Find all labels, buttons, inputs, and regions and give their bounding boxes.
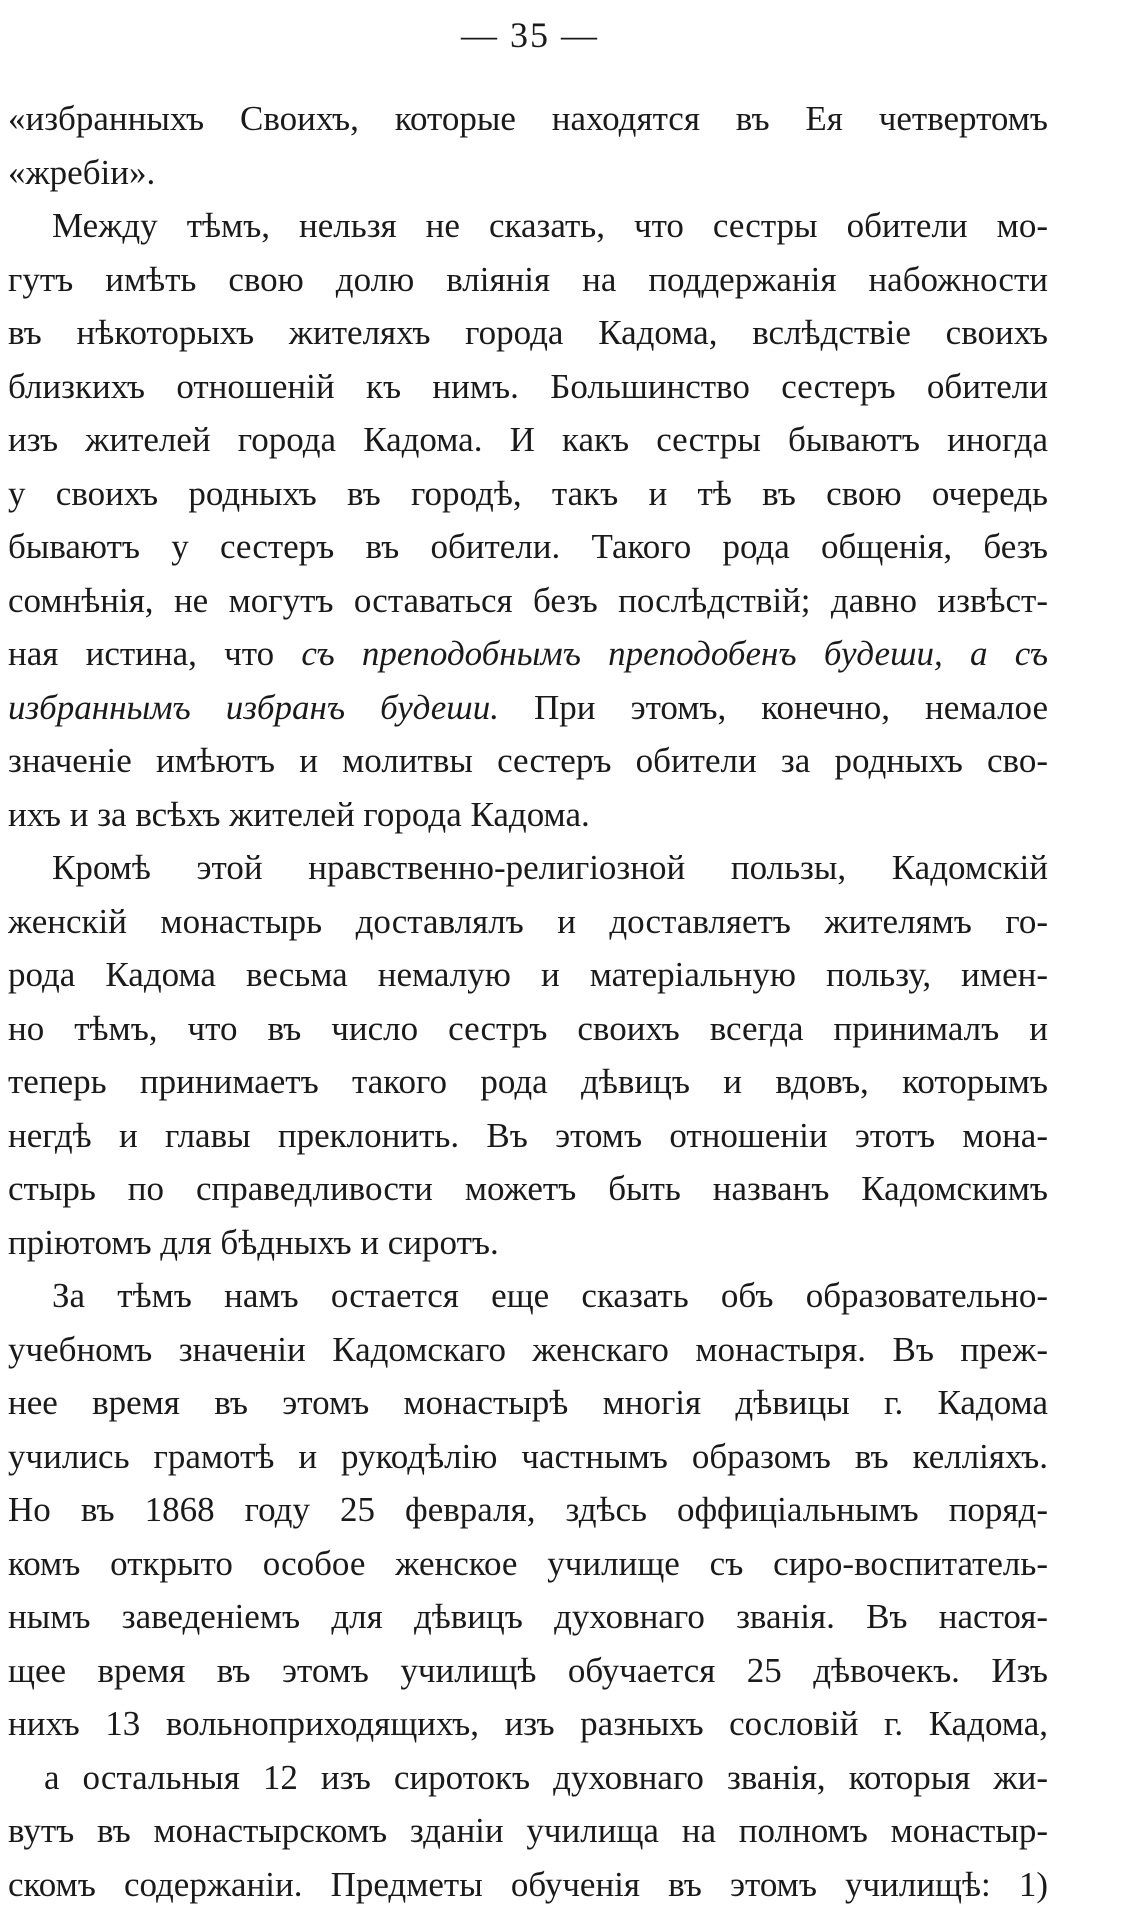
text-line: За тѣмъ намъ остается еще сказать объ образовательно- <box>8 1269 1048 1323</box>
text-line: близкихъ отношеній къ нимъ. Большинство сестеръ обители <box>8 360 1048 414</box>
text-line: бываютъ у сестеръ въ обители. Такого рода общенія, безъ <box>8 520 1048 574</box>
text-line: ихъ и за всѣхъ жителей города Кадома. <box>8 788 1048 842</box>
text-line: учились грамотѣ и рукодѣлію частнымъ образомъ въ келліяхъ. <box>8 1430 1048 1484</box>
text-line: Между тѣмъ, нельзя не сказать, что сестры обители мо- <box>8 199 1048 253</box>
text-line: въ нѣкоторыхъ жителяхъ города Кадома, вслѣдствіе своихъ <box>8 306 1048 360</box>
text-line: пріютомъ для бѣдныхъ и сиротъ. <box>8 1216 1048 1270</box>
text-line: Кромѣ этой нравственно-религіозной пользы, Кадомскій <box>8 841 1048 895</box>
text-line: нихъ 13 вольноприходящихъ, изъ разныхъ сословій г. Кадома, <box>8 1697 1048 1751</box>
text-line: щее время въ этомъ училищѣ обучается 25 дѣвочекъ. Изъ <box>8 1644 1048 1698</box>
text-line: «избранныхъ Своихъ, которые находятся въ Ея четвертомъ <box>8 92 1048 146</box>
italic-quote: съ преподобнымъ преподобенъ будеши, а съ <box>301 634 1048 673</box>
text-line: но тѣмъ, что въ число сестръ своихъ всегда принималъ и <box>8 1002 1048 1056</box>
text-line-italic-mixed: избраннымъ избранъ будеши. При этомъ, конечно, немалое <box>8 681 1048 735</box>
text-line: сомнѣнія, не могутъ оставаться безъ послѣдствій; давно извѣст- <box>8 574 1048 628</box>
text-line: вутъ въ монастырскомъ зданіи училища на полномъ монастыр- <box>8 1804 1048 1858</box>
text-line: у своихъ родныхъ въ городѣ, такъ и тѣ въ свою очередь <box>8 467 1048 521</box>
italic-quote: избраннымъ избранъ будеши. <box>8 688 499 727</box>
text-line: учебномъ значеніи Кадомскаго женскаго монастыря. Въ преж- <box>8 1323 1048 1377</box>
text-line: нее время въ этомъ монастырѣ многія дѣвицы г. Кадома <box>8 1376 1048 1430</box>
text-line: комъ открыто особое женское училище съ сиро-воспитатель- <box>8 1537 1048 1591</box>
text-line: а остальныя 12 изъ сиротокъ духовнаго званія, которыя жи- <box>8 1751 1048 1805</box>
text-line: стырь по справедливости можетъ быть названъ Кадомскимъ <box>8 1162 1048 1216</box>
text-line: теперь принимаетъ такого рода дѣвицъ и вдовъ, которымъ <box>8 1055 1048 1109</box>
text-line: нымъ заведеніемъ для дѣвицъ духовнаго званія. Въ настоя- <box>8 1590 1048 1644</box>
text-line: Но въ 1868 году 25 февраля, здѣсь оффиціальнымъ поряд- <box>8 1483 1048 1537</box>
text-line-italic-mixed: ная истина, что съ преподобнымъ преподобенъ будеши, а съ <box>8 627 1048 681</box>
text-line: «жребіи». <box>8 146 1048 200</box>
page-number: — 35 — <box>0 14 1060 56</box>
text-line: женскій монастырь доставлялъ и доставляетъ жителямъ го- <box>8 895 1048 949</box>
text-line: скомъ содержаніи. Предметы обученія въ этомъ училищѣ: 1) <box>8 1858 1048 1911</box>
text-line: гутъ имѣть свою долю вліянія на поддержанія набожности <box>8 253 1048 307</box>
text-line: значеніе имѣютъ и молитвы сестеръ обители за родныхъ сво- <box>8 734 1048 788</box>
text-line: изъ жителей города Кадома. И какъ сестры бываютъ иногда <box>8 413 1048 467</box>
body-text <box>8 92 1048 1911</box>
text-line: рода Кадома весьма немалую и матеріальную пользу, имен- <box>8 948 1048 1002</box>
text-line: негдѣ и главы преклонить. Въ этомъ отношеніи этотъ мона- <box>8 1109 1048 1163</box>
